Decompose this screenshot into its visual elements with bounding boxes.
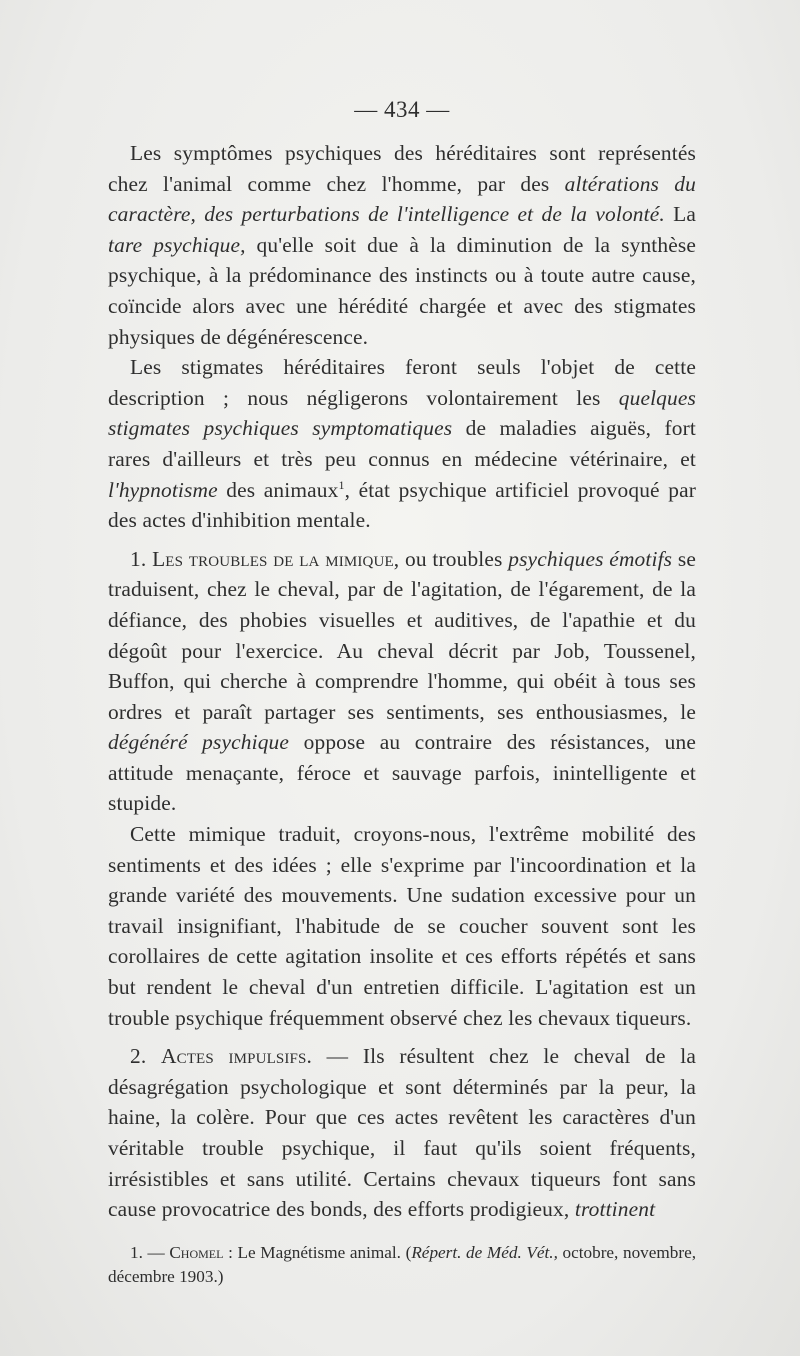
text: Cette mimique traduit, croyons-nous, l'extrême mobilité des sentiments et des idées ; elle s'exprime par l'incoordination et la grande variété des mouvements. Une sudation excessive pour un travail insignifiant, l'habitude de se coucher souvent sont les corollaires de cette agitation insolite et ces efforts répétés et sans but rendent le cheval d'un entretien difficile. L'agitation est un trouble psychique fréquemment observé chez les chevaux tiqueurs. bbox=[108, 822, 696, 1030]
section-impulsive-acts bbox=[108, 1041, 696, 1225]
italic-text: trottinent bbox=[574, 1197, 656, 1222]
text: — Ils résultent chez le cheval de la désagrégation psychologique et sont déterminés par la peur, la haine, la colère. Pour que ces actes revêtent les caractères d'un véritable trouble psychique, il faut qu'ils soient fréquents, irrésistibles et sans utilité. Certains chevaux tiqueurs font sans cause provocatrice des bonds, des efforts prodigieux, bbox=[108, 1044, 696, 1222]
text: Les stigmates héréditaires feront seuls l'objet de cette description ; nous négligerons volontairement les bbox=[108, 355, 696, 410]
italic-text: dégénéré psychique bbox=[108, 730, 290, 755]
text: — bbox=[142, 1242, 170, 1262]
book-page bbox=[108, 96, 696, 1289]
italic-text: Répert. de Méd. Vét., bbox=[411, 1242, 558, 1262]
text: , état psychique artificiel provoqué par des actes d'inhibition mentale. bbox=[108, 477, 696, 533]
footnote-author: Chomel bbox=[169, 1242, 224, 1262]
text: octobre, novembre, décembre 1903.) bbox=[108, 1242, 696, 1286]
italic-text: l'hypnotisme bbox=[108, 477, 218, 502]
section-mimicry-troubles bbox=[108, 544, 696, 819]
text: des animaux bbox=[217, 477, 339, 502]
paragraph-psychic-symptoms bbox=[108, 138, 696, 352]
text: La bbox=[664, 202, 697, 227]
section-heading: Les troubles de la mimique, bbox=[152, 546, 400, 571]
text: ou troubles bbox=[399, 546, 509, 571]
italic-text: altérations du caractère, des perturbations de l'intelligence et de la volonté. bbox=[108, 171, 696, 227]
footnote bbox=[108, 1241, 696, 1289]
paragraph-hereditary-stigmata bbox=[108, 352, 696, 536]
italic-text: quelques stigmates psychiques symptomatiques bbox=[108, 385, 696, 441]
text: : Le Magnétisme animal. ( bbox=[223, 1242, 412, 1262]
paragraph-mimicry-explained bbox=[108, 819, 696, 1033]
section-number: 2. bbox=[130, 1044, 147, 1069]
text: de maladies aiguës, fort rares d'ailleurs et très peu connus en médecine vétérinaire, et bbox=[108, 416, 696, 471]
footnote-number: 1. bbox=[130, 1242, 143, 1262]
section-heading: Actes impulsifs. bbox=[160, 1044, 313, 1069]
footnote-reference: 1 bbox=[338, 477, 345, 492]
section-number: 1. bbox=[130, 546, 147, 571]
italic-text: psychiques émotifs bbox=[508, 546, 673, 571]
text: qu'elle soit due à la diminution de la synthèse psychique, à la prédominance des instincts ou à toute autre cause, coïncide alors avec une hérédité chargée et avec des stigmates physiques de dégénérescence. bbox=[108, 232, 696, 349]
text: se traduisent, chez le cheval, par de l'agitation, de l'égarement, de la défiance, des phobies visuelles et auditives, de l'apathie et du dégoût pour l'exercice. Au cheval décrit par Job, Toussenel, Buffon, qui cherche à comprendre l'homme, qui obéit à tous ses ordres et paraît partager ses sentiments, ses enthousiasmes, le bbox=[108, 546, 696, 724]
page-number: — 434 — bbox=[354, 97, 450, 122]
text: Les symptômes psychiques des héréditaires sont représentés chez l'animal comme chez l'homme, par des bbox=[108, 141, 696, 196]
text: oppose au contraire des résistances, une attitude menaçante, féroce et sauvage parfois, inintelligente et stupide. bbox=[108, 730, 697, 816]
italic-text: tare psychique, bbox=[108, 232, 246, 257]
